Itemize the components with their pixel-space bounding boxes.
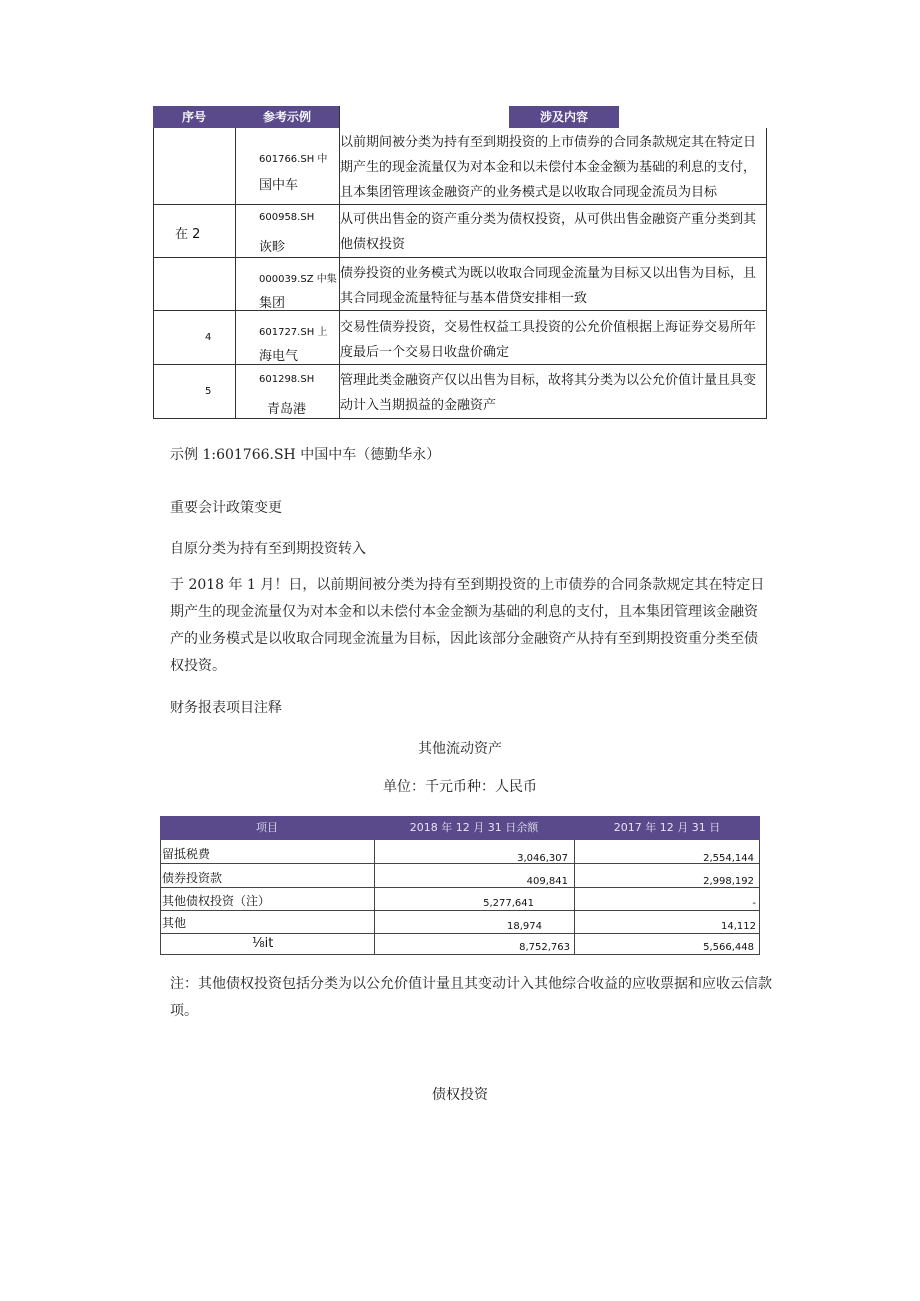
content-line: 从可供出售金的资产重分类为债权投资，从可供出售金融资产重分类到其 (340, 212, 757, 227)
row-company: 诙畛 (259, 240, 286, 255)
row-company: 青岛港 (267, 402, 307, 417)
other-current-assets-table (160, 816, 760, 955)
row-label: 留抵税费 (162, 847, 211, 861)
grid-line (759, 840, 760, 955)
content-line: 债券投资的业务模式为既以收取合同现金流量为目标又以出售为目标，且 (340, 266, 757, 281)
header-content: 涉及内容 (509, 106, 619, 128)
value-2017: - (752, 898, 756, 909)
row-label: 其他债权投资（注） (162, 894, 271, 908)
row-seq: 5 (205, 386, 212, 397)
header-2018: 2018 年 12 月 31 日余额 (409, 821, 539, 834)
header-example: 参考示例 (235, 106, 339, 128)
content-line: 且本集团管理该金融资产的业务模式是以收取合同现金流员为目标 (340, 185, 718, 200)
content-line: 以前期间被分类为持有至到期投资的上市债券的合同条款规定其在特定日 (340, 135, 757, 150)
value-2018: 5,277,641 (483, 898, 534, 909)
value-2018: 8,752,763 (519, 942, 570, 953)
total-label: ⅛it (252, 936, 274, 951)
row-company: 海电气 (259, 349, 299, 364)
row-code: 601727.SH 上 (259, 327, 328, 338)
content-line: 他债权投资 (340, 237, 406, 252)
row-label: 债券投资款 (162, 871, 223, 885)
row-content (340, 130, 766, 205)
row-code: 600958.SH (259, 212, 315, 223)
header-2017: 2017 年 12 月 31 日 (613, 821, 721, 834)
section-heading: 财务报表项目注释 (170, 700, 282, 716)
content-line: 其合同现金流量特征与基本借贷安排相一致 (340, 291, 588, 306)
row-company: 国中车 (259, 178, 299, 193)
row-content (340, 207, 766, 257)
section-heading: 重要会计政策变更 (170, 500, 282, 516)
grid-line (153, 257, 767, 258)
content-line: 管理此类金融资产仅以出售为目标，故将其分类为以公允价值计量且具变 (340, 373, 757, 388)
row-content (340, 261, 766, 311)
value-2017: 5,566,448 (703, 942, 754, 953)
table-title: 其他流动资产 (418, 741, 502, 757)
row-code: 601766.SH 中 (259, 154, 328, 165)
row-seq: 在 2 (175, 227, 201, 242)
example-caption: 示例 1:601766.SH 中国中车（德勤华永） (170, 447, 441, 463)
table-unit: 单位：千元币种：人民币 (383, 779, 537, 795)
header-item: 项目 (256, 821, 278, 834)
row-company: 集团 (259, 296, 286, 311)
grid-line (766, 128, 767, 419)
grid-line (153, 128, 154, 419)
row-content (340, 368, 766, 418)
content-line: 度最后一个交易日收盘价确定 (340, 345, 510, 360)
grid-line (160, 954, 760, 955)
policy-paragraph: 于 2018 年 1 月！日，以前期间被分类为持有至到期投资的上市债券的合同条款规定其在特定日期产生的现金流量仅为对本金和以未偿付本金金额为基础的利息的支付，且本集团管理该金融资产的业务模式是以收取合同现金流量为目标，因此该部分金融资产从持有至到期投资重分类至债权投资。 (170, 577, 765, 674)
row-code: 601298.SH (259, 374, 315, 385)
policy-table (153, 106, 767, 419)
content-line: 交易性债券投资，交易性权益工具投资的公允价值根据上海证券交易所年 (340, 320, 757, 335)
content-line: 期产生的现金流量仅为对本金和以未偿付本金金额为基础的利息的支付， (340, 160, 757, 175)
section-heading: 自原分类为持有至到期投资转入 (170, 541, 366, 557)
value-2017: 2,998,192 (703, 876, 754, 887)
row-label: 其他 (162, 916, 187, 930)
row-seq: 4 (205, 332, 212, 343)
grid-line (160, 840, 161, 955)
grid-line (160, 910, 760, 911)
value-2018: 409,841 (526, 876, 568, 887)
value-2017: 2,554,144 (703, 853, 754, 864)
section-heading: 债权投资 (432, 1087, 488, 1103)
header-seq: 序号 (153, 106, 235, 128)
grid-line (235, 128, 236, 419)
value-2018: 18,974 (507, 921, 542, 932)
grid-line (160, 933, 760, 934)
grid-line (160, 887, 760, 888)
content-line: 动计入当期损益的金融资产 (340, 398, 497, 413)
value-2017: 14,112 (721, 921, 756, 932)
value-2018: 3,046,307 (517, 853, 568, 864)
row-code: 000039.SZ 中集 (259, 274, 337, 285)
grid-line (153, 418, 767, 419)
table-note: 注：其他债权投资包括分类为以公允价值计量且其变动计入其他综合收益的应收票据和应收云信款项。 (170, 976, 772, 1019)
row-content (340, 315, 766, 365)
